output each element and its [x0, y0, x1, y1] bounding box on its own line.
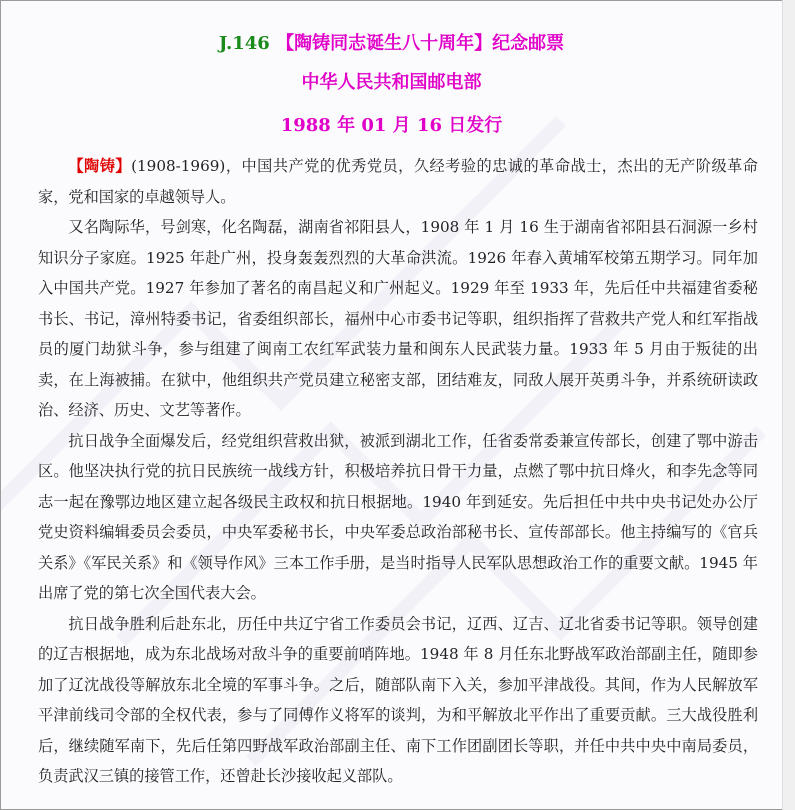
stamp-title-suffix: 纪念邮票	[492, 33, 565, 54]
title-bracket-open: 【	[276, 33, 295, 54]
paragraph-war-of-resistance: 抗日战争全面爆发后，经党组织营救出狱，被派到湖北工作，任省委常委兼宣传部长，创建了鄂中游击区。他坚决执行党的抗日民族统一战线方针，积极培养抗日骨干力量，点燃了鄂中抗日烽火，和李先念等同志一起在豫鄂边地区建立起各级民主政权和抗日根据地。1940 年到延安。先后担任中共中央书记处办公厅党史资料编辑委员会委员，中央军委秘书长，中央军委总政治部秘书长、宣传部部长。他主持编写的《官兵关系》《军民关系》和《领导作风》三本工作手册，是当时指导人民军队思想政治工作的重要文献。1945 年出席了党的第七次全国代表大会。	[38, 431, 758, 602]
stamp-title-line	[1, 29, 782, 55]
issuer-line: 中华人民共和国邮电部	[301, 72, 482, 93]
stamp-title: 陶铸同志诞生八十周年	[294, 33, 475, 54]
paragraph-northeast: 抗日战争胜利后赴东北，历任中共辽宁省工作委员会书记，辽西、辽吉、辽北省委书记等职。领导创建的辽吉根据地，成为东北战场对敌斗争的重要前哨阵地。1948 年 8 月任东北野战军政治部副主任，随即参加了辽沈战役等解放东北全境的军事斗争。之后，随部队南下入关，参加平津战役。其间，作为人民解放军平津前线司令部的全权代表，参与了同傅作义将军的谈判，为和平解放北平作出了重要贡献。三大战役胜利后，继续随军南下，先后任第四野战军政治部副主任、南下工作团副团长等职，并任中共中央中南局委员，负责武汉三镇的接管工作，还曾赴长沙接收起义部队。	[38, 614, 758, 785]
paragraph-intro	[38, 151, 758, 212]
paragraph-early-life: 又名陶际华，号剑寒，化名陶磊，湖南省祁阳县人，1908 年 1 月 16 生于湖南省祁阳县石洞源一乡村知识分子家庭。1925 年赴广州，投身轰轰烈烈的大革命洪流。1926 年春入黄埔军校第五期学习。同年加入中国共产党。1927 年参加了著名的南昌起义和广州起义。1929 年至 1933 年，先后任中共福建省委秘书长、书记，漳州特委书记，省委组织部长，福州中心市委书记等职，组织指挥了营救共产党人和红军指战员的厦门劫狱斗争，参与组建了闽南工农红军武装力量和闽东人民武装力量。1933 年 5 月由于叛徒的出卖，在上海被捕。在狱中，他组织共产党员建立秘密支部，团结难友，同敌人展开英勇斗争，并系统研读政治、经济、历史、文艺等著作。	[38, 218, 758, 419]
vertical-scrollbar[interactable]	[782, 0, 795, 810]
paragraph-intro-text: (1908-1969)，中国共产党的优秀党员，久经考验的忠诚的革命战士，杰出的无产阶级革命家，党和国家的卓越领导人。	[38, 157, 758, 206]
name-tag: 【陶铸】	[68, 157, 132, 175]
article-body	[38, 151, 758, 792]
issue-date-line: 1988 年 01 月 16 日发行	[280, 115, 503, 136]
title-bracket-close: 】	[474, 33, 493, 54]
stamp-code: J.146	[218, 33, 270, 54]
